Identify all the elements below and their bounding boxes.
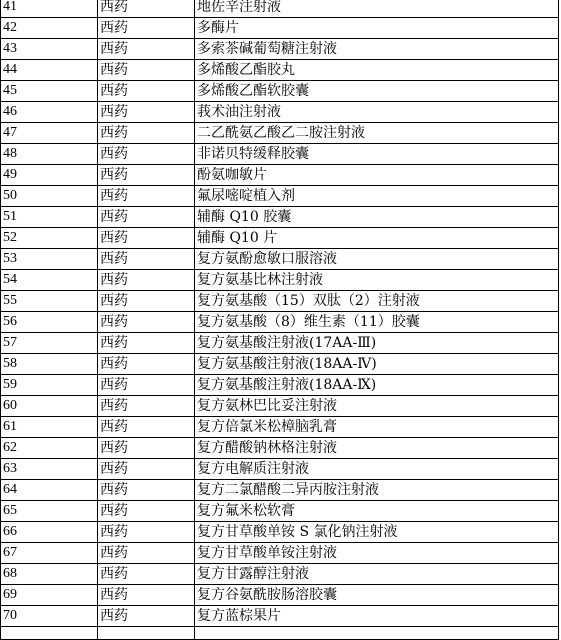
cell-drug-name: 辅酶 Q10 片: [195, 228, 559, 249]
cell-drug-name: 复方氟米松软膏: [195, 501, 559, 522]
table-row: [1, 480, 559, 501]
cell-drug-name: 复方氨基酸注射液(17AA-Ⅲ): [195, 333, 559, 354]
table-row: [1, 438, 559, 459]
table-row: [1, 18, 559, 39]
cell-category: 西药: [98, 501, 195, 522]
cell-category: 西药: [98, 291, 195, 312]
cell-drug-name: 莪术油注射液: [195, 102, 559, 123]
cell-drug-name: 复方倍氯米松樟脑乳膏: [195, 417, 559, 438]
table-row: [1, 60, 559, 81]
cell-drug-name: 复方蓝棕果片: [195, 606, 559, 627]
cell-drug-name: 复方二氯醋酸二异丙胺注射液: [195, 480, 559, 501]
cell-category: 西药: [98, 123, 195, 144]
cell-drug-name: 复方醋酸钠林格注射液: [195, 438, 559, 459]
cell-drug-name: 地佐辛注射液: [195, 0, 559, 18]
cell-category: 西药: [98, 522, 195, 543]
table-row: [1, 585, 559, 606]
cell-number: 63: [1, 459, 98, 480]
cell-category: 西药: [98, 354, 195, 375]
cell-empty: [195, 627, 559, 640]
cell-number: 70: [1, 606, 98, 627]
cell-number: 61: [1, 417, 98, 438]
cell-drug-name: 辅酶 Q10 胶囊: [195, 207, 559, 228]
cell-number: 64: [1, 480, 98, 501]
cell-number: 49: [1, 165, 98, 186]
cell-category: 西药: [98, 438, 195, 459]
table-row: [1, 102, 559, 123]
cell-category: 西药: [98, 186, 195, 207]
cell-drug-name: 多酶片: [195, 18, 559, 39]
cell-category: 西药: [98, 249, 195, 270]
cell-category: 西药: [98, 606, 195, 627]
cell-drug-name: 复方氨基酸注射液(18AA-Ⅳ): [195, 354, 559, 375]
table-row: [1, 144, 559, 165]
cell-category: 西药: [98, 543, 195, 564]
table-row: [1, 81, 559, 102]
cell-number: 53: [1, 249, 98, 270]
table-row: [1, 123, 559, 144]
cell-drug-name: 复方谷氨酰胺肠溶胶囊: [195, 585, 559, 606]
cell-number: 52: [1, 228, 98, 249]
table-row: [1, 270, 559, 291]
cell-category: 西药: [98, 60, 195, 81]
cell-drug-name: 酚氨咖敏片: [195, 165, 559, 186]
cell-empty: [1, 627, 98, 640]
cell-number: 62: [1, 438, 98, 459]
cell-number: 65: [1, 501, 98, 522]
cell-category: 西药: [98, 0, 195, 18]
cell-number: 46: [1, 102, 98, 123]
cell-drug-name: 氟尿嘧啶植入剂: [195, 186, 559, 207]
cell-empty: [98, 627, 195, 640]
cell-category: 西药: [98, 480, 195, 501]
cell-number: 67: [1, 543, 98, 564]
cell-drug-name: 多烯酸乙酯胶丸: [195, 60, 559, 81]
table-row: [1, 543, 559, 564]
cell-category: 西药: [98, 396, 195, 417]
cell-number: 60: [1, 396, 98, 417]
table-row: [1, 291, 559, 312]
cell-number: 50: [1, 186, 98, 207]
cell-category: 西药: [98, 312, 195, 333]
cell-number: 55: [1, 291, 98, 312]
table-row: [1, 39, 559, 60]
cell-number: 45: [1, 81, 98, 102]
table-row: [1, 354, 559, 375]
cell-number: 41: [1, 0, 98, 18]
cell-category: 西药: [98, 165, 195, 186]
cell-drug-name: 复方甘露醇注射液: [195, 564, 559, 585]
table-row: [1, 396, 559, 417]
table-row: [1, 165, 559, 186]
table-row: [1, 459, 559, 480]
drug-list-body: [1, 0, 559, 640]
cell-category: 西药: [98, 417, 195, 438]
cell-drug-name: 复方氨林巴比妥注射液: [195, 396, 559, 417]
cell-category: 西药: [98, 39, 195, 60]
table-row: [1, 606, 559, 627]
table-row: [1, 207, 559, 228]
cell-drug-name: 复方氨基酸（15）双肽（2）注射液: [195, 291, 559, 312]
cell-number: 47: [1, 123, 98, 144]
cell-drug-name: 多索茶碱葡萄糖注射液: [195, 39, 559, 60]
table-row: [1, 417, 559, 438]
cell-number: 57: [1, 333, 98, 354]
table-row-partial: [1, 627, 559, 640]
cell-number: 68: [1, 564, 98, 585]
cell-category: 西药: [98, 81, 195, 102]
cell-number: 48: [1, 144, 98, 165]
cell-drug-name: 复方电解质注射液: [195, 459, 559, 480]
cell-category: 西药: [98, 144, 195, 165]
cell-drug-name: 复方氨基比林注射液: [195, 270, 559, 291]
cell-number: 51: [1, 207, 98, 228]
cell-category: 西药: [98, 564, 195, 585]
table-row: [1, 228, 559, 249]
cell-number: 56: [1, 312, 98, 333]
table-row: [1, 501, 559, 522]
cell-number: 69: [1, 585, 98, 606]
cell-drug-name: 多烯酸乙酯软胶囊: [195, 81, 559, 102]
cell-drug-name: 二乙酰氨乙酸乙二胺注射液: [195, 123, 559, 144]
cell-number: 43: [1, 39, 98, 60]
table-row: [1, 249, 559, 270]
cell-drug-name: 复方甘草酸单铵注射液: [195, 543, 559, 564]
cell-number: 58: [1, 354, 98, 375]
cell-drug-name: 复方氨酚愈敏口服溶液: [195, 249, 559, 270]
table-row: [1, 522, 559, 543]
cell-category: 西药: [98, 102, 195, 123]
cell-drug-name: 复方氨基酸（8）维生素（11）胶囊: [195, 312, 559, 333]
table-row: [1, 333, 559, 354]
cell-drug-name: 非诺贝特缓释胶囊: [195, 144, 559, 165]
cell-category: 西药: [98, 270, 195, 291]
cell-category: 西药: [98, 333, 195, 354]
cell-category: 西药: [98, 228, 195, 249]
cell-category: 西药: [98, 375, 195, 396]
cell-category: 西药: [98, 585, 195, 606]
cell-number: 42: [1, 18, 98, 39]
cell-number: 66: [1, 522, 98, 543]
table-row: [1, 0, 559, 18]
cell-category: 西药: [98, 207, 195, 228]
table-row: [1, 564, 559, 585]
table-row: [1, 375, 559, 396]
cell-drug-name: 复方氨基酸注射液(18AA-Ⅸ): [195, 375, 559, 396]
cell-number: 44: [1, 60, 98, 81]
table-row: [1, 312, 559, 333]
cell-category: 西药: [98, 18, 195, 39]
cell-number: 59: [1, 375, 98, 396]
cell-number: 54: [1, 270, 98, 291]
cell-category: 西药: [98, 459, 195, 480]
cell-drug-name: 复方甘草酸单铵 S 氯化钠注射液: [195, 522, 559, 543]
table-row: [1, 186, 559, 207]
